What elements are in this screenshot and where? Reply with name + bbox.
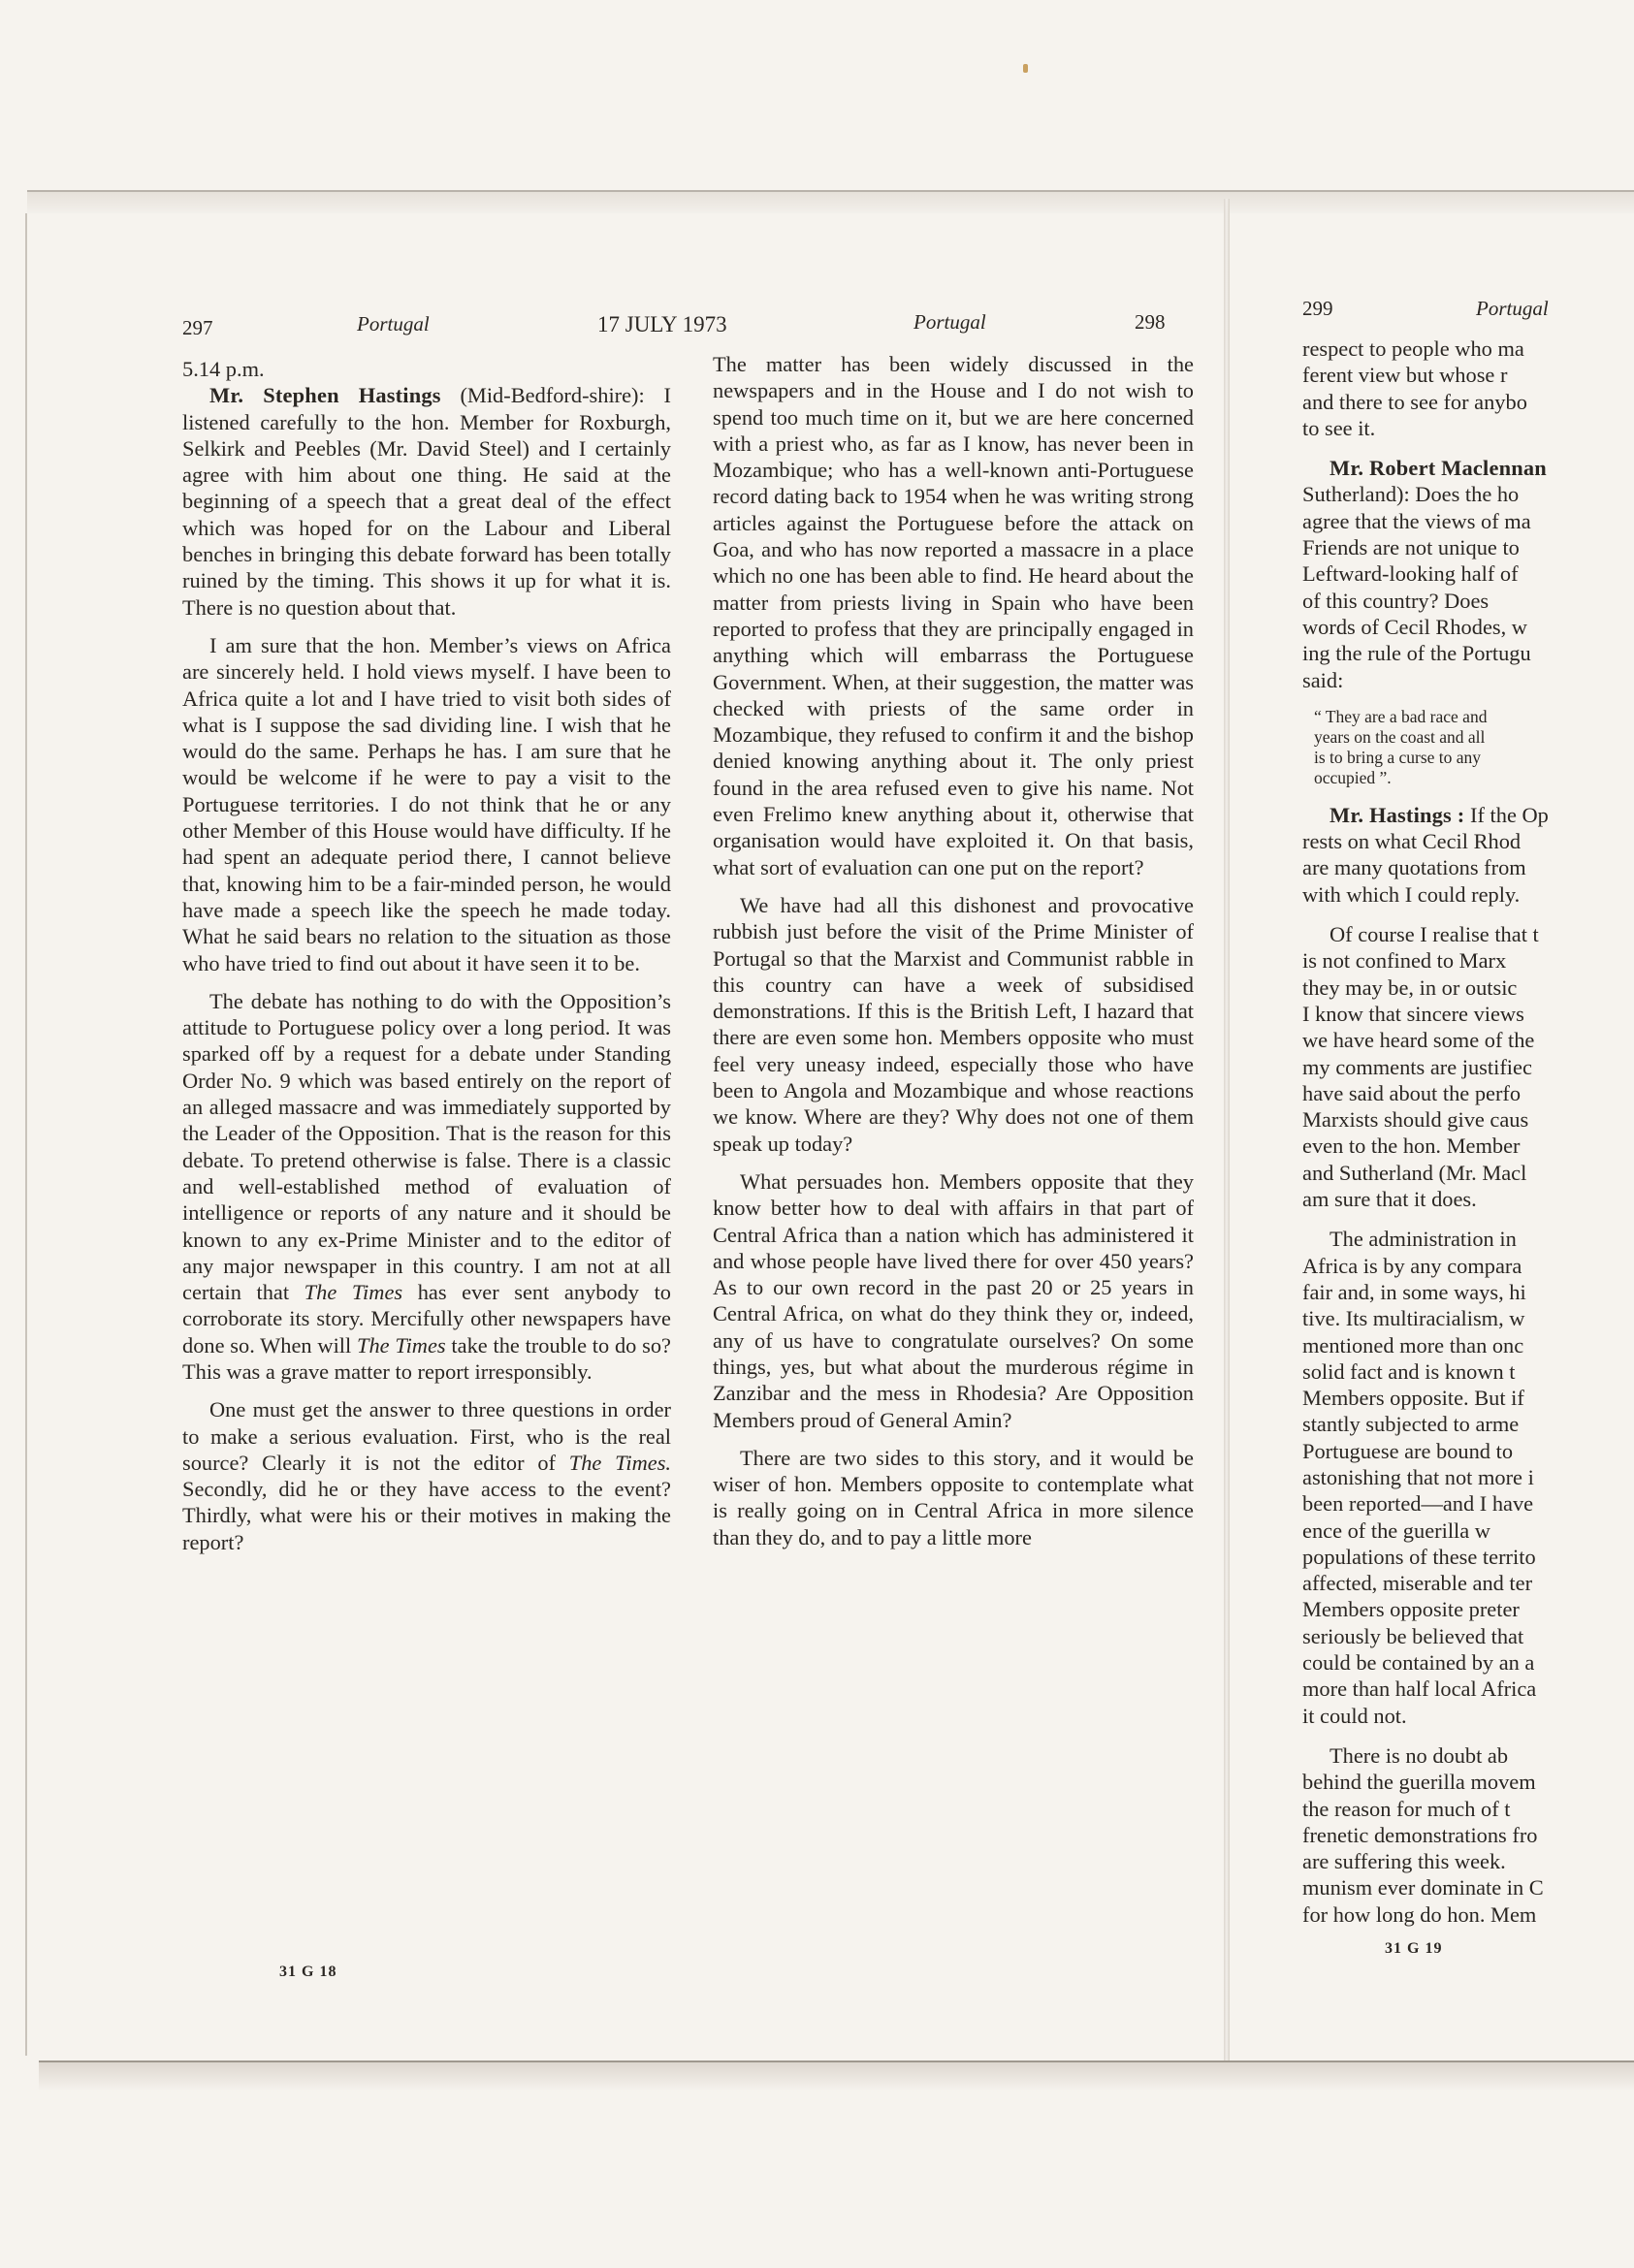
speech-paragraph: One must get the answer to three questions in order to make a serious evaluation. First, who is the real source? Clearly it is not the editor of The Times. Secondly, did he or they have access to the event? Thirdly, what were his or their motives in making the report?	[182, 1397, 672, 1554]
page-number-left: 297	[182, 316, 213, 339]
speech-paragraph: Of course I realise that t is not confined to Marx they may be, in or outsic I know that sincere views we have heard some of the my comments are justifiec have said about the perfo Marxists should give caus even to the hon. Member and Sutherland (Mr. Macl am sure that it does.	[1302, 922, 1539, 1212]
speech-paragraph: Mr. Robert Maclennan Sutherland): Does the ho agree that the views of ma Friends are not unique to Leftward-looking half of of this country? Does words of Cecil Rhodes, w ing the rule of the Portugu said:	[1302, 456, 1547, 692]
signature-mark: 31 G 19	[1385, 1940, 1443, 1957]
running-head-left: Portugal	[357, 312, 430, 335]
speech-paragraph: respect to people who ma ferent view but whose r and there to see for anybo to see it.	[1302, 336, 1527, 440]
speech-paragraph: Mr. Stephen Hastings (Mid-Bedford-shire): I listened carefully to the hon. Member for Roxburgh, Selkirk and Peebles (Mr. David Steel) and I certainly agree with him about one thing. He said at the beginning of a speech that a great deal of the effect which was hoped for on the Labour and Liberal benches in bringing this debate forward has been totally ruined by the timing. This shows it up for what it is. There is no question about that.	[182, 383, 671, 620]
speech-paragraph: We have had all this dishonest and provocative rubbish just before the visit of the Prime Minister of Portugal so that the Marxist and Communist rabble in this country can have a week of subsidised demonstrations. If this is the British Left, I hazard that there are even some hon. Members opposite who must feel very uneasy indeed, especially those who have been to Angola and Mozambique and whose reactions we know. Where are they? Why does not one of them speak up today?	[713, 892, 1194, 1156]
running-head-right: Portugal	[913, 310, 986, 334]
speaker-name: Mr. Hastings :	[1330, 802, 1465, 827]
page-spine	[1224, 199, 1230, 2060]
speech-paragraph: There is no doubt ab behind the guerilla movem the reason for much of t frenetic demonstrations fro are suffering this week. munism ever dominate in C for how long do hon. Mem	[1302, 1742, 1544, 1927]
page-left-edge	[25, 213, 27, 2056]
speaker-name: Mr. Robert Maclennan	[1330, 456, 1547, 481]
page-fold-bottom	[39, 2060, 1634, 2092]
speech-paragraph: I am sure that the hon. Member’s views on Africa are sincerely held. I hold views myself. I have been to Africa quite a lot and I have tried to visit both sides of what is I suppose the sad dividing line. I wish that he would do the same. Perhaps he has. I am sure that he would be welcome if he were to pay a visit to the Portuguese territories. I do not think that he or any other Member of this House would have difficulty. If he had spent an adequate period there, I cannot believe that, knowing him to be a fair-minded person, he would have made a speech like the speech he made today. What he said bears no relation to the situation as those who have tried to find out about it have seen it to be.	[182, 632, 671, 975]
speech-paragraph: The administration in Africa is by any compara fair and, in some ways, hi tive. Its multiracialism, w mentioned more than onc solid fact and is known t Members opposite. But if stantly subjected to arme Portuguese are bound to astonishing that not more i been reported—and I have ence of the guerilla w populations of these territo affected, miserable and ter Members opposite preter seriously be believed that could be contained by an a more than half local Africa it could not.	[1302, 1227, 1537, 1728]
speech-paragraph: There are two sides to this story, and it would be wiser of hon. Members opposite to contemplate what is really going on in Central Africa in more silence than they do, and to pay a little more	[713, 1445, 1194, 1549]
cecil-rhodes-quote: “ They are a bad race and years on the coast and all is to bring a curse to any occupied ”.	[1314, 706, 1488, 787]
speech-paragraph: The debate has nothing to do with the Opposition’s attitude to Portuguese policy over a long period. It was sparked off by a request for a debate under Standing Order No. 9 which was based entirely on the report of an alleged massacre and was immediately supported by the Leader of the Opposition. That is the reason for this debate. To pretend otherwise is false. There is a classic and well-established method of evaluation of intelligence or reports of any nature and it should be known to any ex-Prime Minister and to the editor of any major newspaper in this country. I am not at all certain that The Times has ever sent anybody to corroborate its story. Mercifully other newspapers have done so. When will The Times take the trouble to do so? This was a grave matter to report irresponsibly.	[182, 988, 671, 1384]
column-298	[713, 351, 1194, 1562]
speech-paragraph: What persuades hon. Members opposite that they know better how to deal with affairs in that part of Central Africa than a nation which has administered it and whose people have lived there for over 450 years? As to our own record in the past 20 or 25 years in Central Africa, on what do they think they or, indeed, any of us have to congratulate ourselves? On some things, yes, but what about the murderous régime in Zanzibar and the mess in Rhodesia? Are Opposition Members proud of General Amin?	[713, 1168, 1194, 1432]
page-number-third: 299	[1302, 297, 1333, 320]
page-fold-top	[27, 190, 1634, 213]
speech-paragraph: Mr. Hastings : If the Op rests on what Cecil Rhod are many quotations from with which I could reply.	[1302, 802, 1549, 907]
page-number-right: 298	[1135, 310, 1166, 334]
running-head-third: Portugal	[1476, 297, 1549, 320]
speaker-name: Mr. Stephen Hastings	[209, 383, 441, 408]
speech-paragraph: The matter has been widely discussed in the newspapers and in the House and I do not wish to spend too much time on it, but we are here concerned with a priest who, as far as I know, has never been in Mozambique; who has a well-known anti-Portuguese record dating back to 1954 when he was writing strong articles against the Portuguese before the attack on Goa, and who has now reported a massacre in a place which no one has been able to find. He heard about the matter from priests living in Spain who have been reported to profess that they are principally engaged in anything which will embarrass the Portuguese Government. When, at their suggestion, the matter was checked with priests of the same order in Mozambique, they refused to confirm it and the bishop denied knowing anything about it. The only priest found in the area refused even to give his name. Not even Frelimo knew anything about it, otherwise that organisation would have exploited it. On that basis, what sort of evaluation can one put on the report?	[713, 352, 1194, 879]
sitting-time: 5.14 p.m.	[182, 357, 265, 381]
issue-date: 17 JULY 1973	[597, 312, 727, 336]
column-297	[182, 356, 671, 1567]
paper-speck	[1023, 64, 1028, 73]
column-299	[1302, 335, 1620, 1965]
signature-mark: 31 G 18	[279, 1964, 337, 1980]
